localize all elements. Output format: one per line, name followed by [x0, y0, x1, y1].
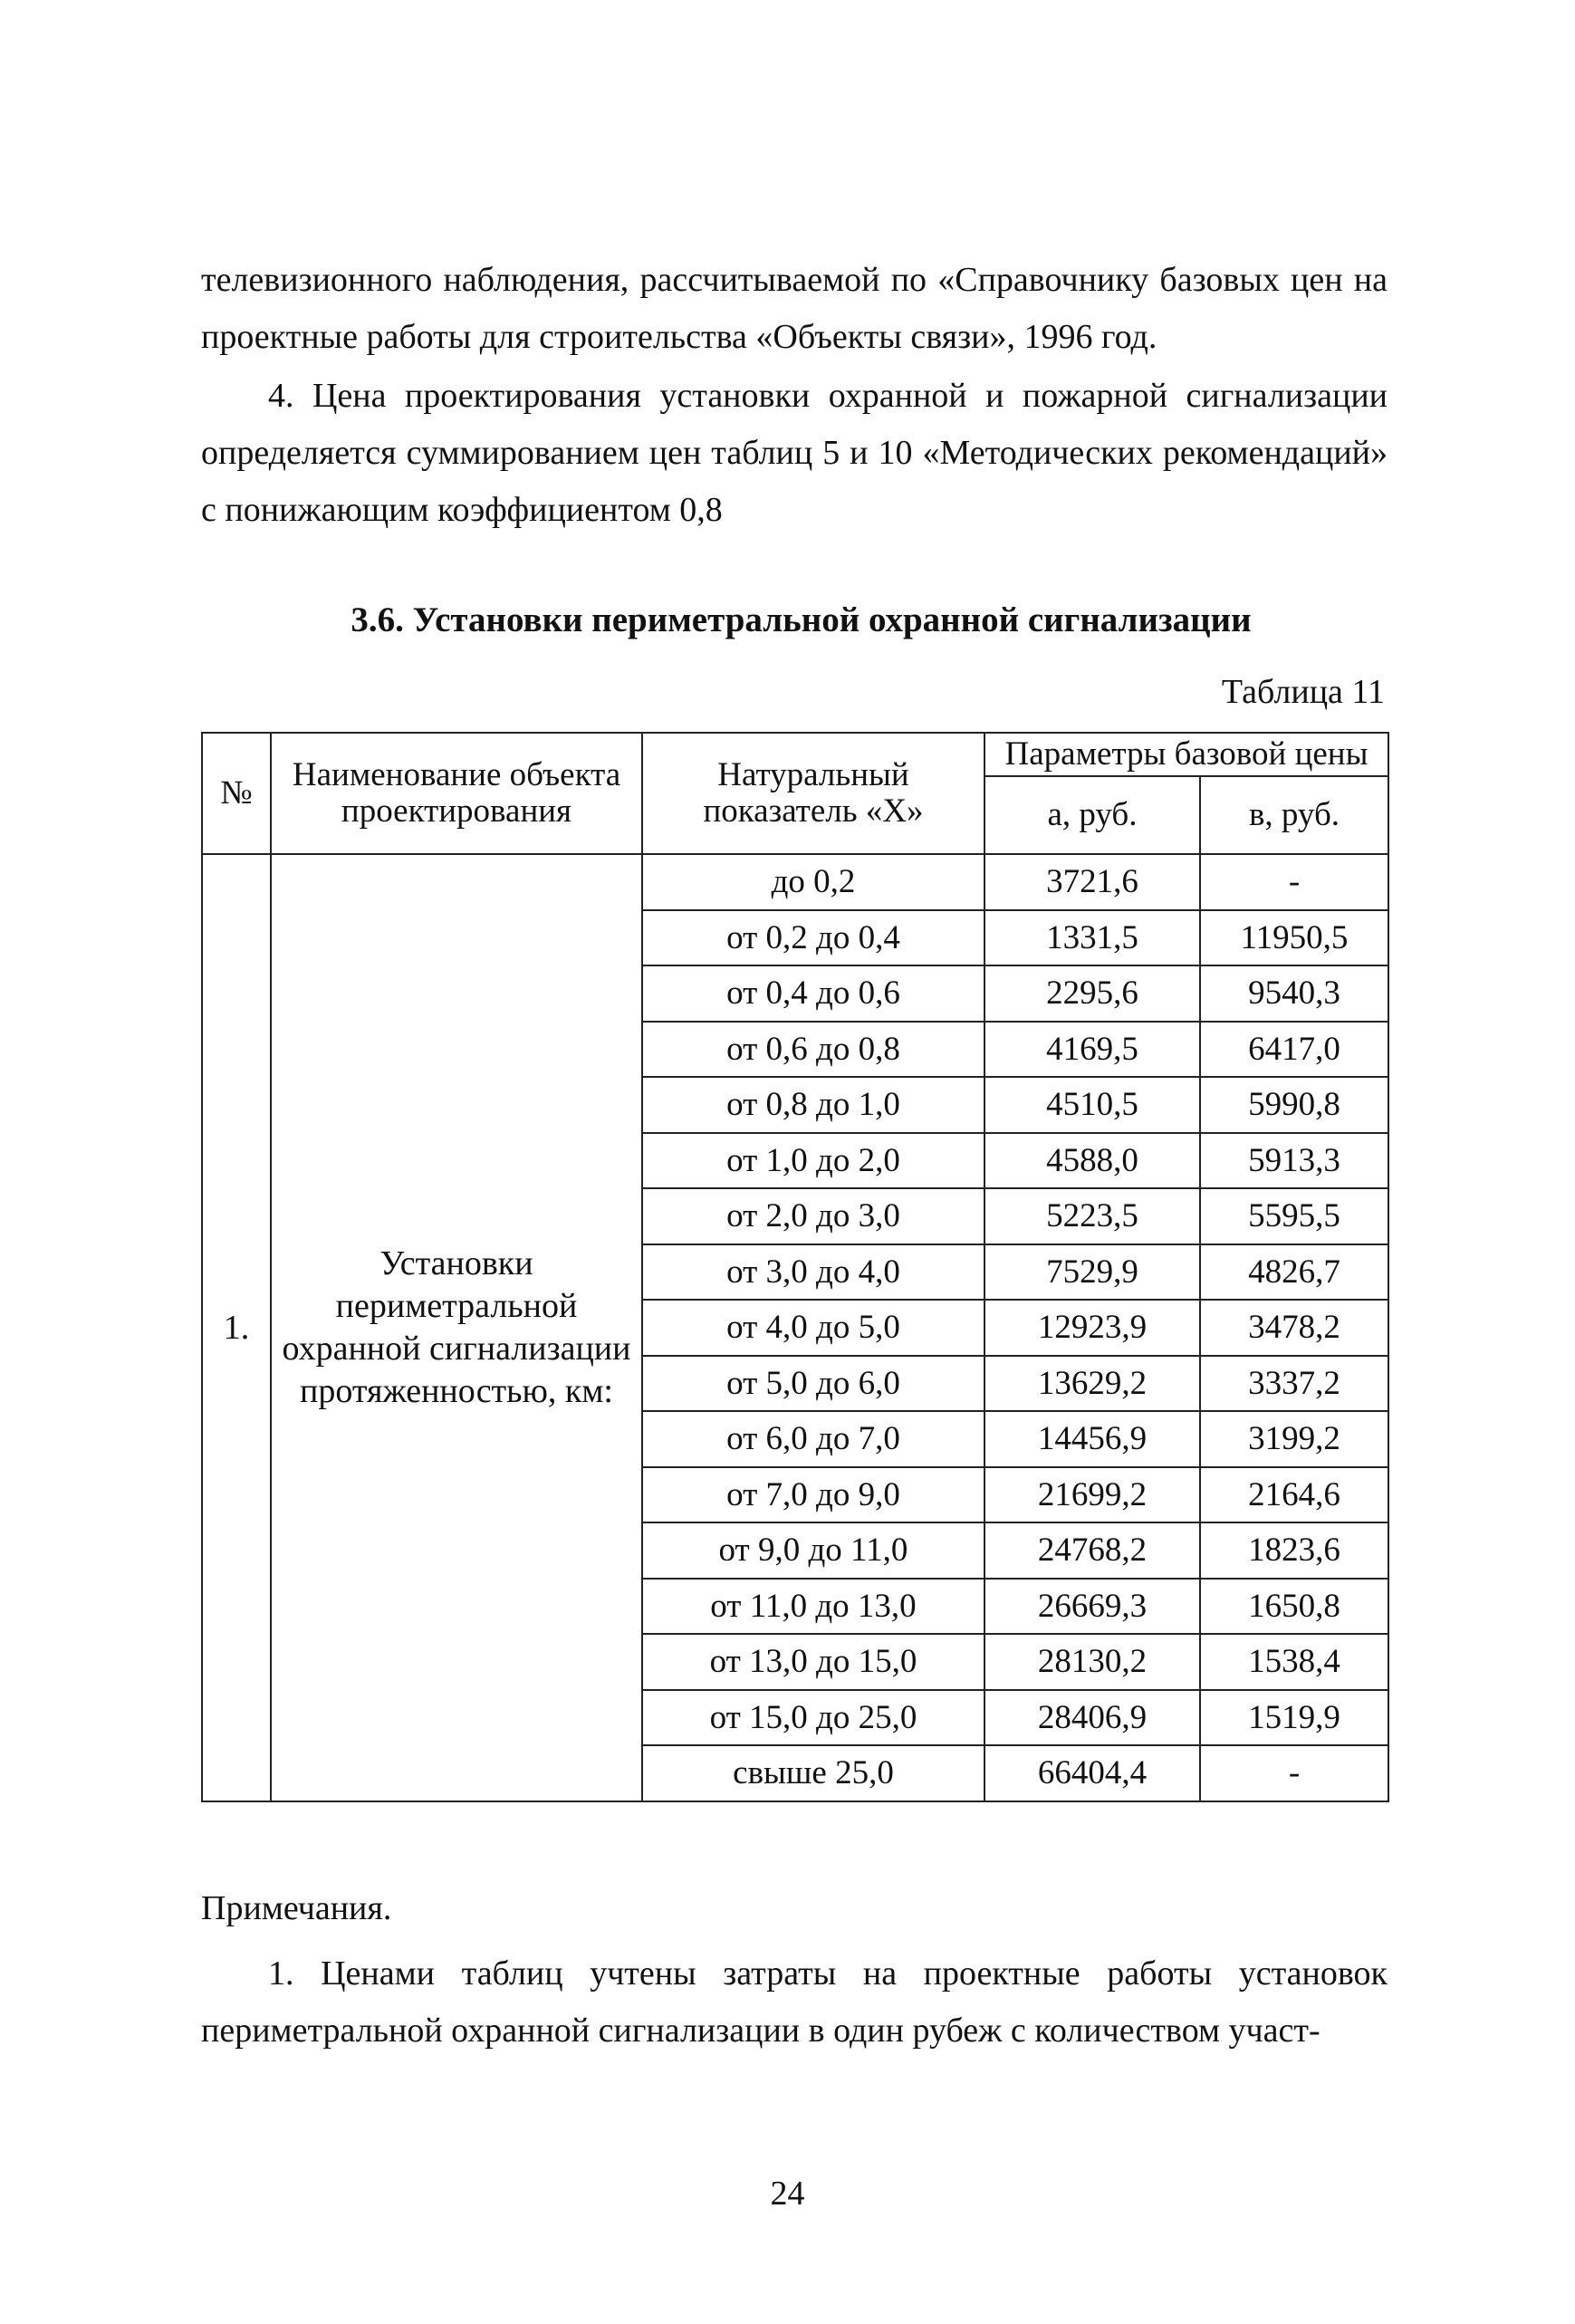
- cell-x: от 15,0 до 25,0: [642, 1690, 984, 1746]
- cell-b: 9540,3: [1200, 965, 1388, 1022]
- cell-x: от 0,2 до 0,4: [642, 910, 984, 966]
- cell-x: от 13,0 до 15,0: [642, 1634, 984, 1690]
- cell-b: 2164,6: [1200, 1467, 1388, 1523]
- cell-b: 6417,0: [1200, 1022, 1388, 1078]
- cell-x: от 0,6 до 0,8: [642, 1022, 984, 1078]
- cell-a: 1331,5: [984, 910, 1200, 966]
- cell-a: 12923,9: [984, 1300, 1200, 1356]
- intro-paragraph-1: телевизионного наблюдения, рассчитываемой по «Справочнику базовых цен на проектные работы для строительства «Объекты связи», 1996 год.: [201, 261, 1388, 356]
- cell-x: от 4,0 до 5,0: [642, 1300, 984, 1356]
- cell-a: 26669,3: [984, 1579, 1200, 1635]
- cell-a: 24768,2: [984, 1522, 1200, 1579]
- cell-a: 28130,2: [984, 1634, 1200, 1690]
- cell-a: 2295,6: [984, 965, 1200, 1022]
- cell-x: от 3,0 до 4,0: [642, 1244, 984, 1301]
- notes-paragraph-1: 1. Ценами таблиц учтены затраты на проектные работы установок периметральной охранной сигнализации в один рубеж с количеством участ-: [201, 1954, 1388, 2050]
- cell-a: 13629,2: [984, 1356, 1200, 1412]
- cell-x: от 7,0 до 9,0: [642, 1467, 984, 1523]
- cell-a: 7529,9: [984, 1244, 1200, 1301]
- cell-b: 1650,8: [1200, 1579, 1388, 1635]
- cell-b: -: [1200, 1745, 1388, 1801]
- cell-a: 4510,5: [984, 1077, 1200, 1133]
- cell-b: 5913,3: [1200, 1133, 1388, 1189]
- cell-b: 3478,2: [1200, 1300, 1388, 1356]
- item-number: 1.: [202, 854, 271, 1801]
- cell-b: 5595,5: [1200, 1188, 1388, 1244]
- cell-b: 3337,2: [1200, 1356, 1388, 1412]
- intro-paragraph-2: 4. Цена проектирования установки охранной и пожарной сигнализации определяется суммированием цен таблиц 5 и 10 «Методических рекомендаций» с понижающим коэффициентом 0,8: [201, 377, 1388, 529]
- cell-x: от 5,0 до 6,0: [642, 1356, 984, 1412]
- header-a: а, руб.: [984, 776, 1200, 854]
- cell-x: от 2,0 до 3,0: [642, 1188, 984, 1244]
- cell-x: до 0,2: [642, 854, 984, 910]
- cell-x: от 0,8 до 1,0: [642, 1077, 984, 1133]
- cell-b: 4826,7: [1200, 1244, 1388, 1301]
- cell-a: 3721,6: [984, 854, 1200, 910]
- cell-b: 3199,2: [1200, 1411, 1388, 1467]
- cell-a: 14456,9: [984, 1411, 1200, 1467]
- header-params: Параметры базовой цены: [984, 733, 1388, 776]
- table-row: [202, 854, 1388, 910]
- cell-x: от 1,0 до 2,0: [642, 1133, 984, 1189]
- price-table: [201, 732, 1389, 1802]
- cell-x: от 0,4 до 0,6: [642, 965, 984, 1022]
- header-no: №: [202, 733, 271, 854]
- cell-x: от 6,0 до 7,0: [642, 1411, 984, 1467]
- header-name: Наименование объекта проектирования: [271, 733, 642, 854]
- header-x: Натуральный показатель «X»: [642, 733, 984, 854]
- cell-x: от 9,0 до 11,0: [642, 1522, 984, 1579]
- section-title: 3.6. Установки периметральной охранной сигнализации: [351, 600, 1252, 639]
- cell-a: 28406,9: [984, 1690, 1200, 1746]
- item-name: Установки периметральной охранной сигнализации протяженностью, км:: [271, 854, 642, 1801]
- cell-b: 11950,5: [1200, 910, 1388, 966]
- cell-b: 1519,9: [1200, 1690, 1388, 1746]
- table-label: Таблица 11: [1221, 673, 1385, 711]
- cell-b: 5990,8: [1200, 1077, 1388, 1133]
- cell-a: 5223,5: [984, 1188, 1200, 1244]
- cell-x: от 11,0 до 13,0: [642, 1579, 984, 1635]
- cell-b: 1538,4: [1200, 1634, 1388, 1690]
- cell-x: свыше 25,0: [642, 1745, 984, 1801]
- cell-a: 21699,2: [984, 1467, 1200, 1523]
- cell-a: 4588,0: [984, 1133, 1200, 1189]
- cell-a: 66404,4: [984, 1745, 1200, 1801]
- cell-a: 4169,5: [984, 1022, 1200, 1078]
- cell-b: -: [1200, 854, 1388, 910]
- header-b: в, руб.: [1200, 776, 1388, 854]
- notes-heading: Примечания.: [201, 1889, 392, 1927]
- cell-b: 1823,6: [1200, 1522, 1388, 1579]
- page-number: 24: [770, 2175, 805, 2213]
